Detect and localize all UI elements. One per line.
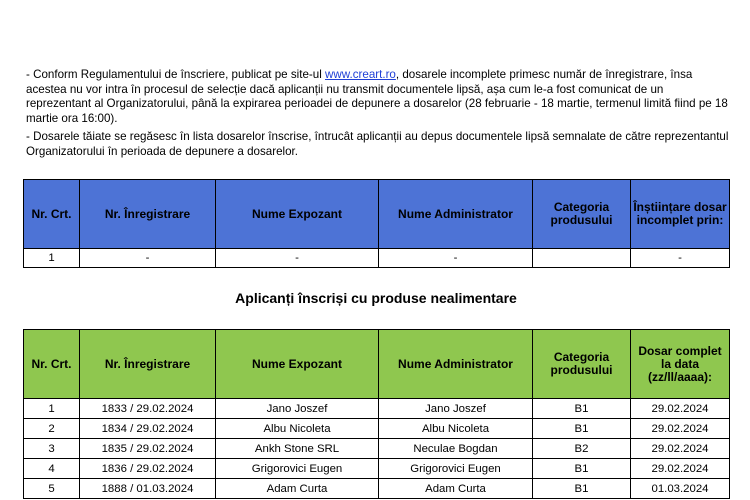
- cell: 1: [24, 399, 80, 419]
- cell: 3: [24, 439, 80, 459]
- table-row: [24, 399, 730, 419]
- header-nr-inregistrare: Nr. Înregistrare: [80, 330, 216, 399]
- table-header-row: [24, 330, 730, 399]
- cell: Adam Curta: [379, 479, 533, 499]
- note-incomplete-files: [26, 68, 730, 126]
- cell: -: [379, 249, 533, 268]
- cell: 1836 / 29.02.2024: [80, 459, 216, 479]
- header-nr-inregistrare: Nr. Înregistrare: [80, 180, 216, 249]
- header-nume-administrator: Nume Administrator: [379, 180, 533, 249]
- cell: Grigorovici Eugen: [216, 459, 379, 479]
- cell: 29.02.2024: [631, 399, 730, 419]
- table-row: [24, 249, 730, 268]
- cell: Adam Curta: [216, 479, 379, 499]
- header-nume-expozant: Nume Expozant: [216, 180, 379, 249]
- cell: Ankh Stone SRL: [216, 439, 379, 459]
- header-categoria-produsului: Categoria produsului: [533, 330, 631, 399]
- cell: Albu Nicoleta: [216, 419, 379, 439]
- header-nr-crt: Nr. Crt.: [24, 330, 80, 399]
- header-instiintare: Înștiințare dosar incomplet prin:: [631, 180, 730, 249]
- note-text: , dosarele incomplete primesc număr de înregistrare, însa acestea nu vor intra în procesul de selecție dacă aplicanții nu transmit documentele lipsă, așa cum le-a fost comunicat de un reprezentant al Organizatorului, până la expirarea perioadei de depunere a dosarelor (28 februarie - 18 martie, termenul limită fiind pe 18 martie ora 16:00).: [26, 68, 728, 125]
- cell: -: [80, 249, 216, 268]
- cell: 1: [24, 249, 80, 268]
- header-dosar-complet: Dosar complet la data (zz/ll/aaaa):: [631, 330, 730, 399]
- cell: B1: [533, 399, 631, 419]
- cell: B2: [533, 439, 631, 459]
- cell: 5: [24, 479, 80, 499]
- cell: 1888 / 01.03.2024: [80, 479, 216, 499]
- cell: [533, 249, 631, 268]
- cell: 29.02.2024: [631, 419, 730, 439]
- header-nr-crt: Nr. Crt.: [24, 180, 80, 249]
- notes-section: [26, 68, 730, 164]
- cell: -: [631, 249, 730, 268]
- table-row: [24, 479, 730, 499]
- cell: 1834 / 29.02.2024: [80, 419, 216, 439]
- cell: Jano Joszef: [216, 399, 379, 419]
- header-nume-administrator: Nume Administrator: [379, 330, 533, 399]
- cell: Grigorovici Eugen: [379, 459, 533, 479]
- nonfood-applicants-table: [23, 329, 730, 499]
- cell: 29.02.2024: [631, 439, 730, 459]
- cell: 01.03.2024: [631, 479, 730, 499]
- note-text: - Conform Regulamentului de înscriere, publicat pe site-ul: [26, 68, 326, 81]
- cell: Albu Nicoleta: [379, 419, 533, 439]
- section-title-nonfood: Aplicanți înscriși cu produse nealimentare: [235, 290, 517, 306]
- table-header-row: [24, 180, 730, 249]
- header-nume-expozant: Nume Expozant: [216, 330, 379, 399]
- cell: Neculae Bogdan: [379, 439, 533, 459]
- cell: B1: [533, 479, 631, 499]
- cell: 1833 / 29.02.2024: [80, 399, 216, 419]
- cell: Jano Joszef: [379, 399, 533, 419]
- cell: B1: [533, 459, 631, 479]
- note-struck-files: - Dosarele tăiate se regăsesc în lista dosarelor înscrise, întrucât aplicanții au depus documentele lipsă semnalate de către reprezentantul Organizatorului în perioada de depunere a dosarelor.: [26, 130, 729, 158]
- creart-link[interactable]: www.creart.ro: [325, 68, 396, 81]
- table-row: [24, 419, 730, 439]
- table-row: [24, 439, 730, 459]
- cell: B1: [533, 419, 631, 439]
- cell: -: [216, 249, 379, 268]
- header-categoria-produsului: Categoria produsului: [533, 180, 631, 249]
- cell: 1835 / 29.02.2024: [80, 439, 216, 459]
- cell: 4: [24, 459, 80, 479]
- incomplete-files-table: [23, 179, 730, 268]
- cell: 29.02.2024: [631, 459, 730, 479]
- table-row: [24, 459, 730, 479]
- cell: 2: [24, 419, 80, 439]
